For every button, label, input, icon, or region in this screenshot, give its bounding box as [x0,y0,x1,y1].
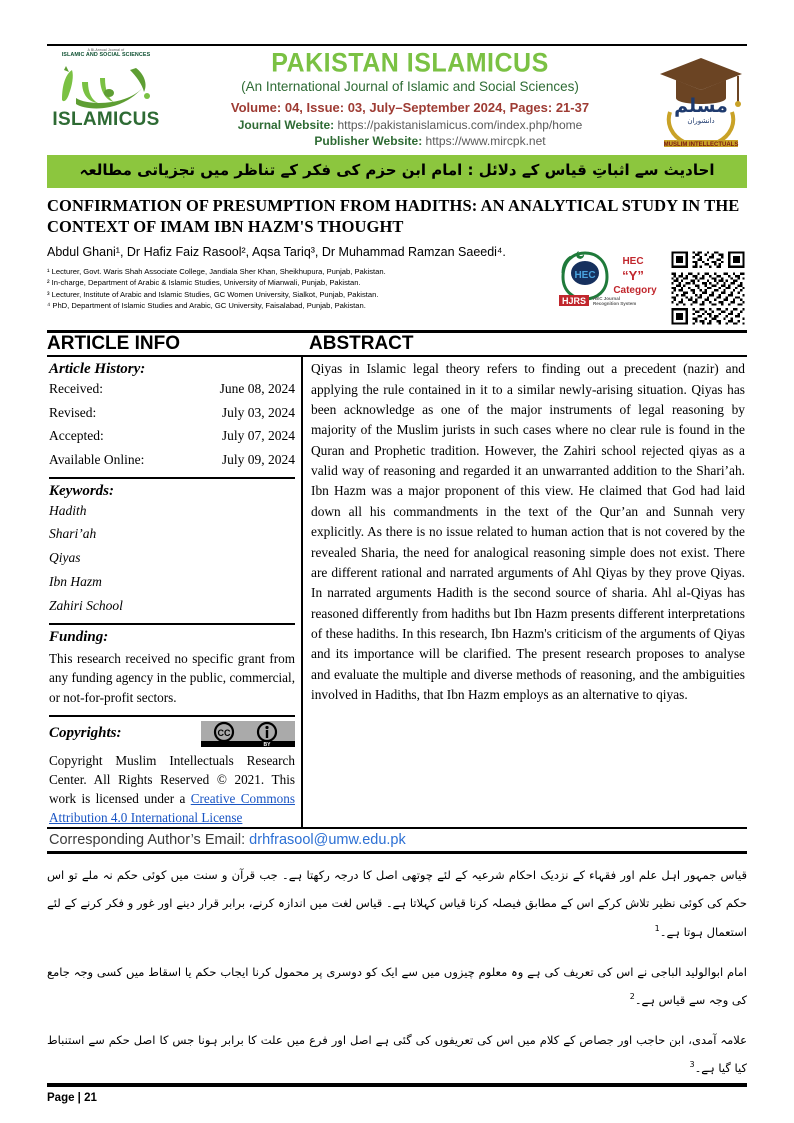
copyright-text [49,751,295,828]
affiliation-2: ² In-charge, Department of Arabic & Islamic Studies, University of Mianwali, Punjab, Pakistan. [47,278,361,288]
corresponding-author-row [47,827,747,851]
recognition-badges [547,245,747,327]
svg-text:Category: Category [613,285,657,297]
journal-subtitle: (An International Journal of Islamic and Social Sciences) [241,79,579,95]
svg-text:CC: CC [217,727,231,738]
authors-column [47,245,547,312]
islamicus-logo [47,48,165,152]
abstract-text: Qiyas in Islamic legal theory refers to finding out a precedent (nazir) and applying the rule contained in it to a similar newly-arising situation. Qiyas has been acknowledge as one of the major instruments of legal reasoning by majority of the Muslim jurists in such cases where no clear rule is found in the Quran and Prophetic tradition. However, the Zahiri school rejected qiyas as a valid way of reasoning and regarded it an unwarranted addition to the Shari’ah. Ibn Hazm was a major proponent of this view. He claimed that God had laid down all his commandments in the text of the Qur’an and Sunnah very explicitly. As there is no issue related to human action that is not covered by the revealed Sharia, the need for analogical reasoning simple does not exist. There are different rational and narrated arguments of Ahl Qiyas by they prove Qiyas. In narrated arguments Hadith is the second source of sharia. Ahl al-Qiyas has reasoned differently from hadiths but Ibn Hazm presents different interpretations of these hadiths. In this research, Ibn Hazm's criticism of the arguments of Qiyas and its importance will be clarified. The present research proposes to analyse and evaluate the multiple and diverse methods of reasoning, and the ambiguities involved in Hadiths, that Ibn Hazm employs as an alternative to qiyas. [311,361,745,703]
publisher-website-label: Publisher Website: [314,134,423,149]
copyrights-header-row [49,721,295,747]
logo-tagline-top: A Bi-Annual Journal of [87,48,125,52]
urdu-paragraph-text: امام ابوالولید الباجی نے اس کی تعریف کی ہے وہ معلوم چیزوں میں سے ایک کو دوسری پر محمول کرنا ایجاب حکم یا اسقاط میں کسی وجہ جامع کی وجہ سے قیاس ہے۔ [47,964,747,1007]
volume-issue-line: Volume: 04, Issue: 03, July–September 2024, Pages: 21-37 [230,100,590,116]
svg-text:HJRS: HJRS [561,296,587,307]
affiliation-3: ³ Lecturer, Institute of Arabic and Islamic Studies, GC Women University, Sialkot, Punjab, Pakistan. [47,289,379,299]
copyrights-heading: Copyrights: [49,725,122,742]
history-label: Received: [49,380,103,396]
creative-commons-badge-icon[interactable] [201,721,295,747]
history-label: Revised: [49,404,97,420]
article-info-heading: ARTICLE INFO [47,333,180,355]
history-row [49,382,295,397]
copyrights-divider [49,715,295,717]
corresponding-author-label: Corresponding Author’s Email: [49,832,246,849]
copyright-statement: Copyright Muslim Intellectuals Research Center. All Rights Reserved © 2021. This work is licensed under a [49,752,295,806]
urdu-paragraph [47,958,747,1014]
mirc-logo [655,48,747,152]
hec-hjrs-badge-icon [555,249,663,307]
urdu-paragraph [47,861,747,946]
footnote-marker[interactable]: 1 [654,923,660,933]
history-row [49,406,295,421]
keyword-item: Qiyas [49,550,81,566]
history-value: July 07, 2024 [221,428,295,444]
english-article-title: CONFIRMATION OF PRESUMPTION FROM HADITHS: AN ANALYTICAL STUDY IN THE CONTEXT OF IMAM IBN HAZM'S THOUGHT [47,196,740,237]
keyword-item: Zahiri School [49,597,123,613]
urdu-title-banner [47,155,747,188]
keyword-item: Shari’ah [49,526,97,542]
author-list: Abdul Ghani¹, Dr Hafiz Faiz Rasool², Aqsa Tariq³, Dr Muhammad Ramzan Saeedi⁴. [47,245,506,260]
article-info-heading-cell [47,334,303,354]
urdu-body-text [47,851,747,1082]
masthead-center [165,48,655,152]
affiliations [47,266,541,312]
svg-text:MUSLIM INTELLECTUALS: MUSLIM INTELLECTUALS [663,142,739,148]
funding-heading: Funding: [49,628,109,645]
history-label: Accepted: [49,428,104,444]
affiliation-1: ¹ Lecturer, Govt. Waris Shah Associate College, Jandiala Sher Khan, Sheikhupura, Punjab, Pakistan. [47,266,386,276]
article-history-heading: Article History: [49,361,146,378]
history-row [49,453,295,468]
section-headings-row [47,334,747,354]
journal-website-line [169,118,651,132]
funding-text: This research received no specific grant from any funding agency in the public, commercial, or not-for-profit sectors. [49,651,295,705]
urdu-article-title: احادیث سے اثباتِ قیاس کے دلائل : امام ابن حزم کی فکر کے تناظر میں تجزیاتی مطالعہ [79,161,715,179]
history-label: Available Online: [49,452,145,468]
svg-text:BY: BY [263,741,271,747]
keyword-item: Hadith [49,502,87,518]
history-value: June 08, 2024 [219,380,295,396]
corresponding-author-email[interactable]: drhfrasool@umw.edu.pk [249,832,406,849]
abstract-heading: ABSTRACT [309,333,414,355]
authors-and-badges [47,245,747,327]
article-info-column [47,357,303,827]
publisher-website-url[interactable]: https://www.mircpk.net [425,134,546,149]
graduation-cap-logo-icon [658,50,744,150]
history-row [49,429,295,444]
logo-wordmark: ISLAMICUS [52,108,160,130]
footnote-marker[interactable]: 2 [629,992,635,1002]
footnote-marker[interactable]: 3 [689,1060,695,1070]
license-link[interactable]: Creative Commons Attribution 4.0 International License [49,790,295,826]
svg-text:دانشوران: دانشوران [687,117,715,125]
history-value: July 03, 2024 [221,404,295,420]
journal-website-label: Journal Website: [237,118,335,133]
journal-masthead [47,44,747,152]
publisher-website-line [169,134,651,148]
svg-text:Recognition System: Recognition System [593,301,637,307]
journal-website-url[interactable]: https://pakistanislamicus.com/index.php/home [337,118,583,133]
svg-text:HEC: HEC [574,270,596,282]
article-info-abstract-block [47,355,747,827]
arabic-calligraphy-icon [52,60,160,112]
keywords-heading: Keywords: [49,483,114,500]
keyword-item: Ibn Hazm [49,574,102,590]
logo-tagline-sub: ISLAMIC AND SOCIAL SCIENCES [61,52,151,59]
urdu-paragraph [47,1026,747,1082]
svg-text:مسلم: مسلم [674,95,728,117]
qr-code-icon[interactable] [669,249,747,327]
urdu-paragraph-text: علامہ آمدی، ابن حاجب اور جصاص کے کلام میں اس کی تعریفوں کی گئی ہے اصل اور فرع میں علت کا برابر ہونا جس کا اصل حکم سے استنباط کیا گیا ہے۔ [47,1033,747,1076]
footer-divider-rule [47,1083,747,1087]
svg-text:“Y”: “Y” [622,268,644,284]
journal-title: PAKISTAN ISLAMICUS [271,47,549,79]
abstract-heading-cell [303,334,747,354]
page-number: Page | 21 [47,1092,97,1104]
keywords-divider [49,477,295,479]
article-sheet [47,44,747,1094]
affiliation-4: ⁴ PhD, Department of Islamic Studies and Arabic, GC University, Faisalabad, Punjab, Pakistan. [47,301,366,311]
svg-text:HEC Journal: HEC Journal [593,296,621,302]
abstract-column [303,357,747,827]
urdu-paragraph-text: قیاس جمہور اہل علم اور فقہاء کے نزدیک احکام شرعیہ کے لئے چوتھی اصل کا درجہ رکھتا ہے۔ جب قرآن و سنت میں کوئی حکم نہ ملے تو اس حکم کی کوئی نظیر تلاش کرکے اس کے مطابق فیصلہ کرنا قیاس کہلاتا ہے۔ قیاس لغت میں اندازہ کرنے، برابر قرار دینے اور غور و فکر کرنے کے لئے استعمال ہوتا ہے۔ [47,868,747,939]
funding-divider [49,623,295,625]
history-value: July 09, 2024 [221,452,295,468]
svg-text:HEC: HEC [622,256,644,268]
